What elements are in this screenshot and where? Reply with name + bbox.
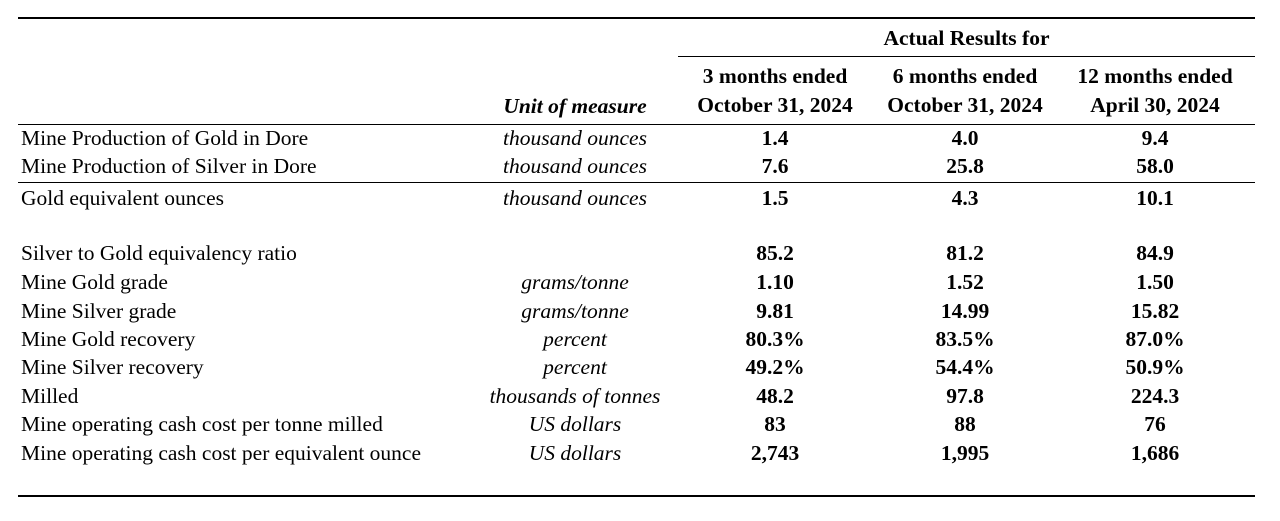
row-label: Mine Silver recovery <box>21 355 204 379</box>
table-row <box>0 353 1280 382</box>
row-label: Milled <box>21 384 79 408</box>
column-group-header: Actual Results for <box>883 26 1050 50</box>
value-12-months: 15.82 <box>1130 299 1180 323</box>
row-unit: thousand ounces <box>503 186 647 210</box>
row-label: Mine operating cash cost per tonne milled <box>21 412 383 436</box>
table-row <box>0 184 1280 213</box>
row-unit: grams/tonne <box>521 299 629 323</box>
column-header-12-months <box>1058 62 1252 120</box>
row-unit: percent <box>543 327 607 351</box>
value-6-months: 1,995 <box>940 441 990 465</box>
value-6-months: 88 <box>954 412 976 436</box>
unit-of-measure-header: Unit of measure <box>503 94 647 118</box>
row-label: Mine Production of Silver in Dore <box>21 154 317 178</box>
value-12-months: 1,686 <box>1130 441 1180 465</box>
value-6-months: 25.8 <box>946 154 984 178</box>
value-3-months: 9.81 <box>756 299 794 323</box>
table-row <box>0 410 1280 439</box>
column-header-line: October 31, 2024 <box>697 93 853 117</box>
value-6-months: 97.8 <box>946 384 984 408</box>
row-unit: thousand ounces <box>503 154 647 178</box>
column-header-6-months <box>868 62 1062 120</box>
value-3-months: 7.6 <box>761 154 789 178</box>
column-header-line: 6 months ended <box>892 64 1038 88</box>
value-3-months: 1.4 <box>761 126 789 150</box>
value-3-months: 1.5 <box>761 186 789 210</box>
top-rule <box>18 17 1255 19</box>
table-row <box>0 325 1280 354</box>
value-12-months: 1.50 <box>1136 270 1174 294</box>
value-6-months: 1.52 <box>946 270 984 294</box>
row-unit: thousands of tonnes <box>489 384 661 408</box>
value-12-months: 84.9 <box>1136 241 1174 265</box>
table-row <box>0 439 1280 495</box>
value-6-months: 81.2 <box>946 241 984 265</box>
value-3-months: 85.2 <box>756 241 794 265</box>
value-3-months: 2,743 <box>750 441 800 465</box>
value-12-months: 58.0 <box>1136 154 1174 178</box>
value-6-months: 4.0 <box>951 126 979 150</box>
value-12-months: 50.9% <box>1125 355 1185 379</box>
value-12-months: 9.4 <box>1141 126 1169 150</box>
row-label: Mine Gold recovery <box>21 327 196 351</box>
value-6-months: 4.3 <box>951 186 979 210</box>
row-unit: grams/tonne <box>521 270 629 294</box>
row-label: Mine Silver grade <box>21 299 177 323</box>
value-3-months: 49.2% <box>745 355 805 379</box>
column-header-line: 12 months ended <box>1077 64 1233 88</box>
table-row <box>0 124 1280 153</box>
row-label: Mine Gold grade <box>21 270 168 294</box>
value-6-months: 14.99 <box>940 299 990 323</box>
row-unit: thousand ounces <box>503 126 647 150</box>
header-group-rule <box>678 56 1255 57</box>
row-label: Silver to Gold equivalency ratio <box>21 241 297 265</box>
row-label: Gold equivalent ounces <box>21 186 225 210</box>
section-divider-rule <box>18 182 1255 183</box>
value-3-months: 1.10 <box>756 270 794 294</box>
value-3-months: 48.2 <box>756 384 794 408</box>
row-unit: percent <box>543 355 607 379</box>
value-12-months: 224.3 <box>1130 384 1180 408</box>
row-label: Mine Production of Gold in Dore <box>21 126 309 150</box>
table-row <box>0 152 1280 181</box>
row-unit: US dollars <box>528 441 622 465</box>
row-label: Mine operating cash cost per equivalent ounce <box>21 441 421 465</box>
value-12-months: 10.1 <box>1136 186 1174 210</box>
table-row <box>0 297 1280 326</box>
column-header-line: October 31, 2024 <box>887 93 1043 117</box>
value-12-months: 87.0% <box>1125 327 1185 351</box>
value-6-months: 54.4% <box>935 355 995 379</box>
value-3-months: 80.3% <box>745 327 805 351</box>
column-header-line: April 30, 2024 <box>1090 93 1220 117</box>
value-12-months: 76 <box>1144 412 1166 436</box>
table-row <box>0 268 1280 297</box>
row-unit: US dollars <box>528 412 622 436</box>
table-row <box>0 382 1280 411</box>
table-row <box>0 239 1280 268</box>
value-6-months: 83.5% <box>935 327 995 351</box>
column-header-line: 3 months ended <box>702 64 848 88</box>
value-3-months: 83 <box>764 412 786 436</box>
table-bottom-rule <box>18 495 1255 497</box>
column-header-3-months <box>678 62 872 120</box>
